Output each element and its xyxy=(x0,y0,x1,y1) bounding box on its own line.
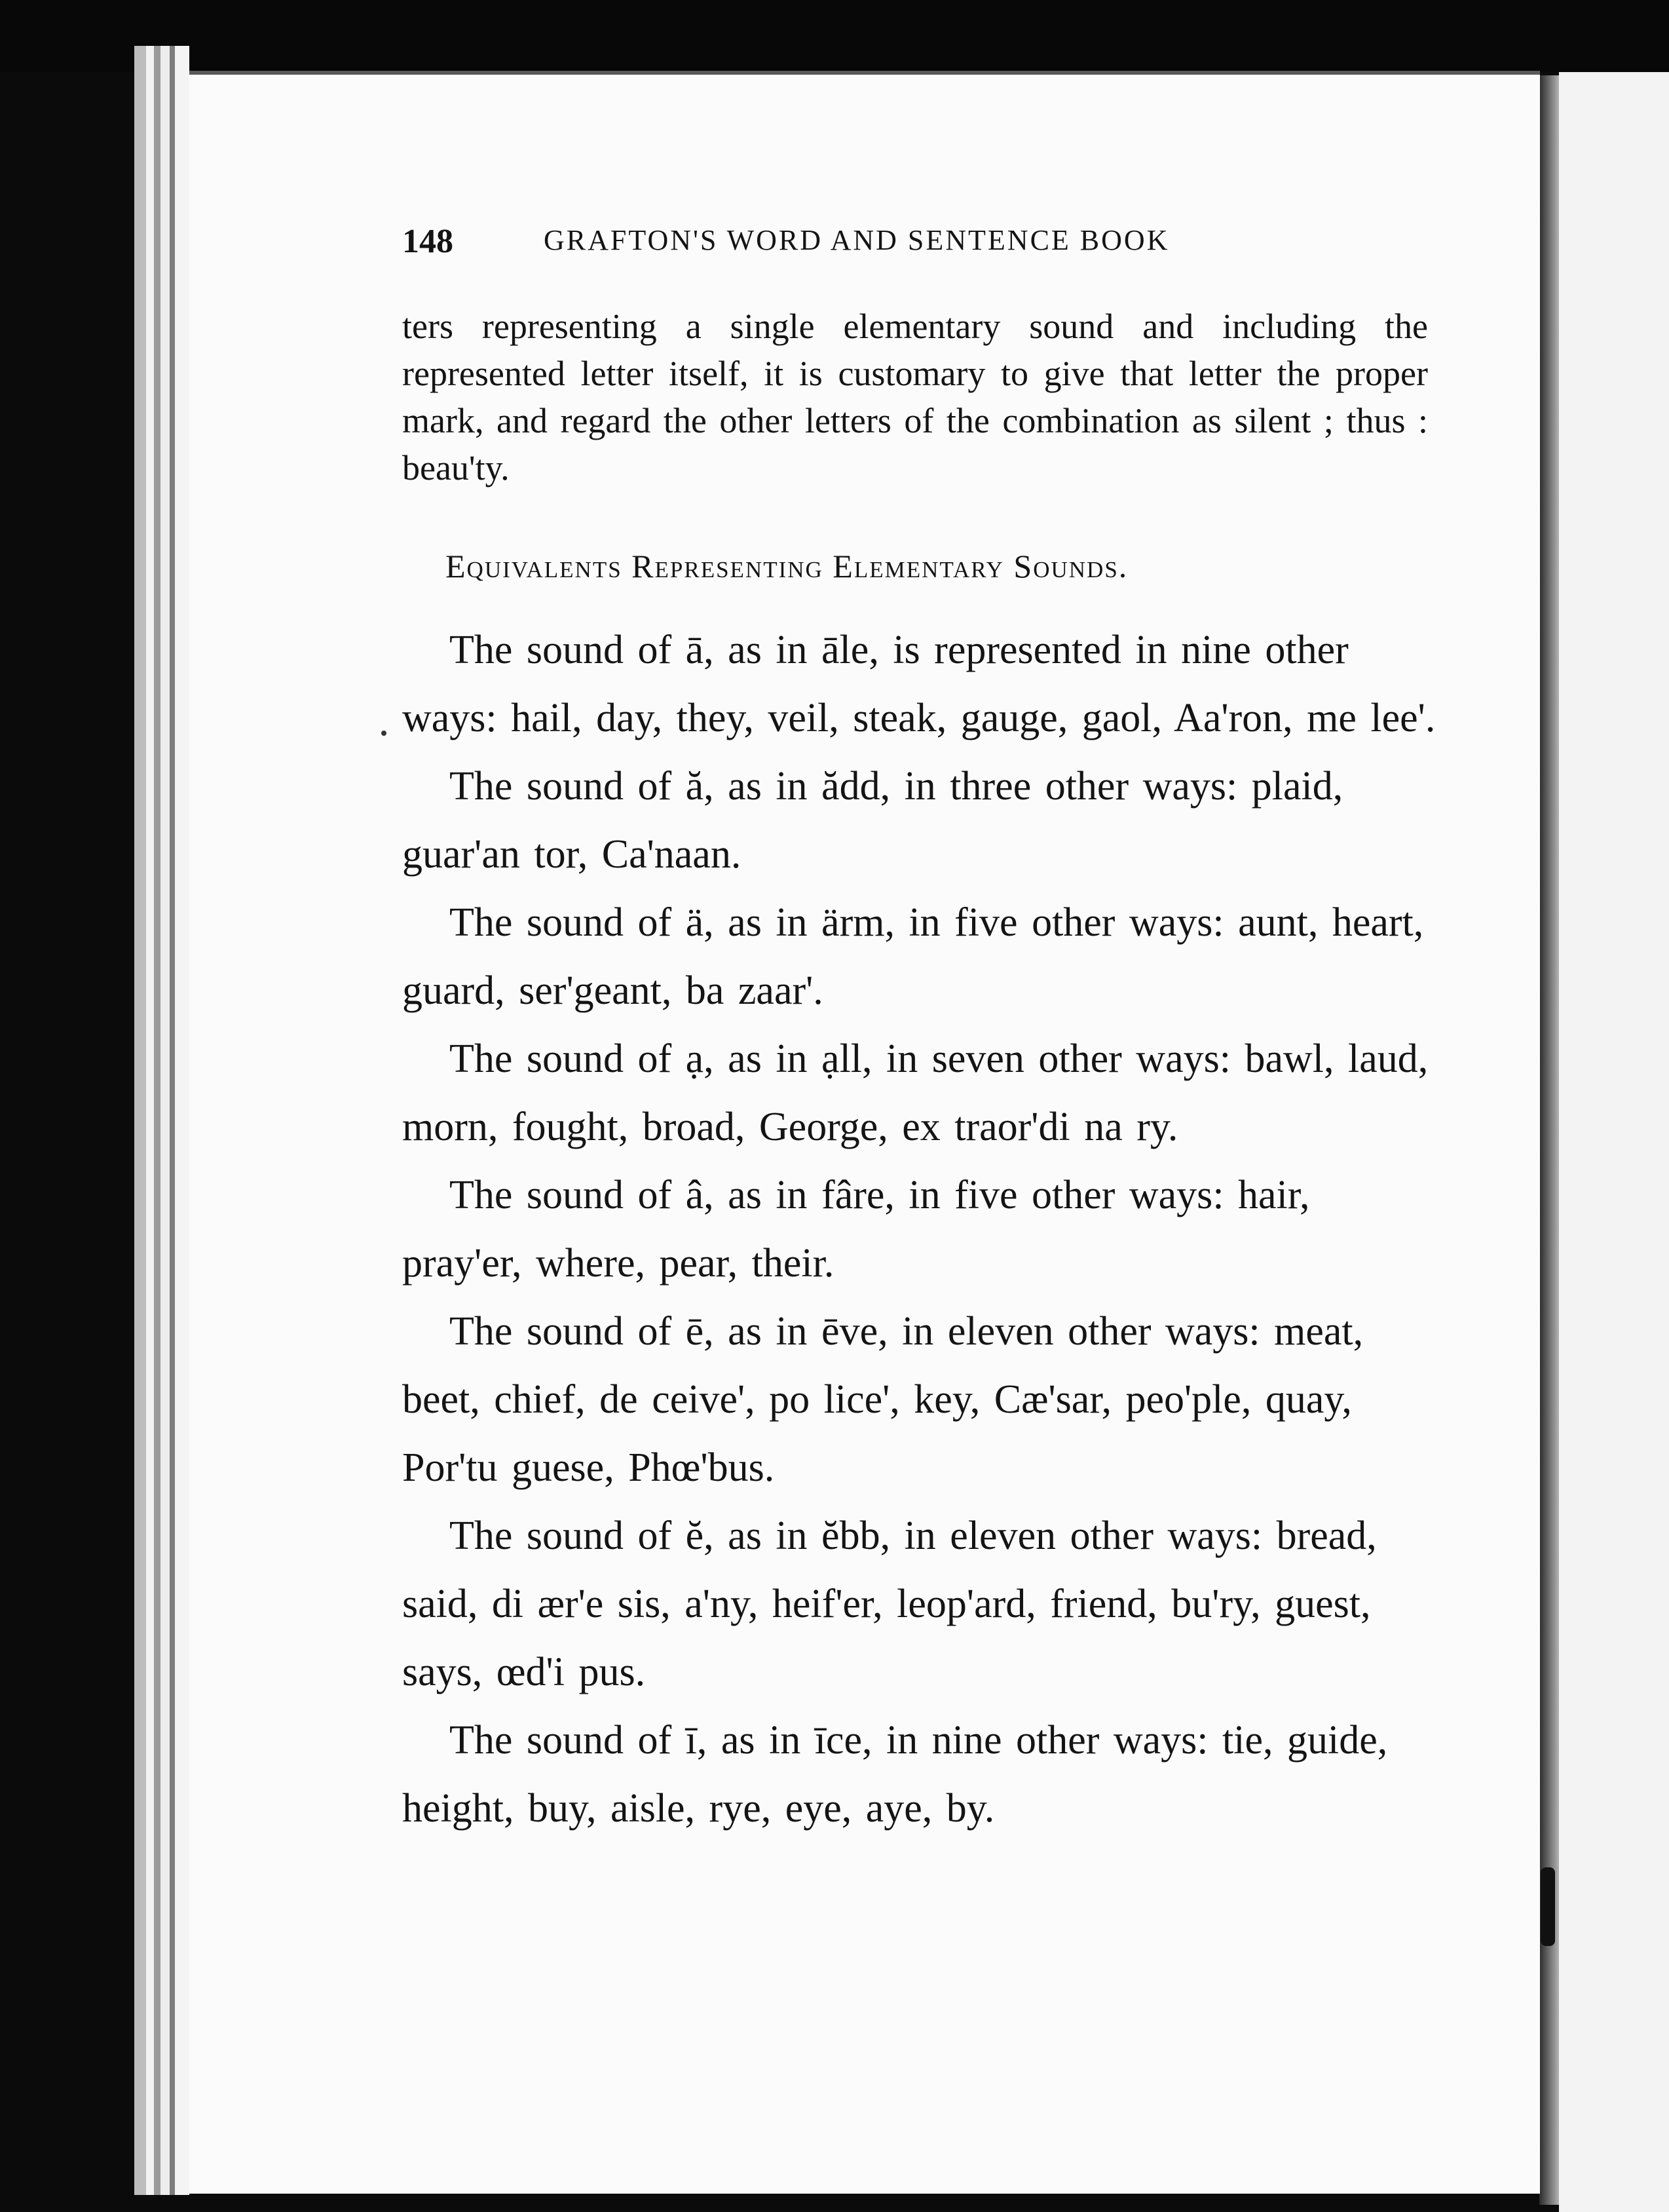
paragraph-examples: meat, beet, chief, de ceive', po lice', key, Cæ'sar, peo'ple, quay, Por'tu guese, Phœ'bus. xyxy=(402,1309,1364,1490)
paragraph-examples: plaid, guar'an tor, Ca'naan. xyxy=(402,764,1343,877)
paragraph-lead: The sound of ạ, as in ạll, in seven other ways: xyxy=(449,1037,1231,1081)
paragraph-examples: hair, pray'er, where, pear, their. xyxy=(402,1173,1310,1286)
paragraph-examples: bread, said, di ær'e sis, a'ny, heif'er, leop'ard, friend, bu'ry, guest, says, œd'i pus. xyxy=(402,1514,1377,1694)
paragraph-examples: bawl, laud, morn, fought, broad, George, ex traor'di na ry. xyxy=(402,1037,1429,1149)
paragraph-long-e xyxy=(402,1297,1437,1502)
paragraph-broad-a xyxy=(402,1025,1437,1161)
paragraph-lead: The sound of ā, as in āle, is represented in nine other ways: xyxy=(402,628,1349,740)
page-edge xyxy=(134,46,146,2195)
paragraph-short-a xyxy=(402,752,1437,888)
ink-speck xyxy=(381,731,386,736)
paragraph-long-i xyxy=(402,1706,1437,1842)
page-edge xyxy=(146,46,154,2195)
scanner-border xyxy=(0,0,1669,72)
page-number: 148 xyxy=(402,223,453,260)
page-edge xyxy=(160,46,170,2195)
paragraph-examples: tie, guide, height, buy, aisle, rye, eye, aye, by. xyxy=(402,1718,1388,1831)
page-edge xyxy=(170,46,175,2195)
gutter-mark xyxy=(1541,1867,1555,1946)
paragraph-lead: The sound of ē, as in ēve, in eleven other ways: xyxy=(449,1309,1260,1354)
intro-paragraph xyxy=(402,303,1428,491)
page-edge xyxy=(154,46,160,2195)
sound-equivalents-list xyxy=(402,616,1437,1842)
running-header xyxy=(402,219,1306,272)
page-top-edge xyxy=(189,71,1540,75)
running-title: GRAFTON'S WORD AND SENTENCE BOOK xyxy=(544,224,1170,256)
paragraph-examples: aunt, heart, guard, ser'geant, ba zaar'. xyxy=(402,900,1424,1013)
paragraph-lead: The sound of ī, as in īce, in nine other ways: xyxy=(449,1718,1209,1763)
paragraph-examples: hail, day, they, veil, steak, gauge, gaol, Aa'ron, me lee'. xyxy=(511,696,1436,740)
paragraph-lead: The sound of ä, as in ärm, in five other ways: xyxy=(449,900,1224,945)
section-heading: Equivalents Representing Elementary Sounds. xyxy=(445,548,1129,584)
facing-page xyxy=(1559,72,1669,2212)
paragraph-lead: The sound of â, as in fâre, in five other ways: xyxy=(449,1173,1224,1217)
paragraph-lead: The sound of ĕ, as in ĕbb, in eleven other ways: xyxy=(449,1514,1263,1558)
paragraph-lead: The sound of ă, as in ădd, in three other ways: xyxy=(449,764,1238,809)
intro-text: ters representing a single elementary sound and including the represented letter itself, it is customary to give that letter the proper mark, and regard the other letters of the combination as silent ; thus : beau'ty. xyxy=(402,307,1428,487)
paragraph-circumflex-a xyxy=(402,1161,1437,1297)
paragraph-short-e xyxy=(402,1502,1437,1706)
paragraph-italian-a xyxy=(402,888,1437,1025)
page-edge xyxy=(175,46,189,2195)
paragraph-long-a xyxy=(402,616,1437,752)
